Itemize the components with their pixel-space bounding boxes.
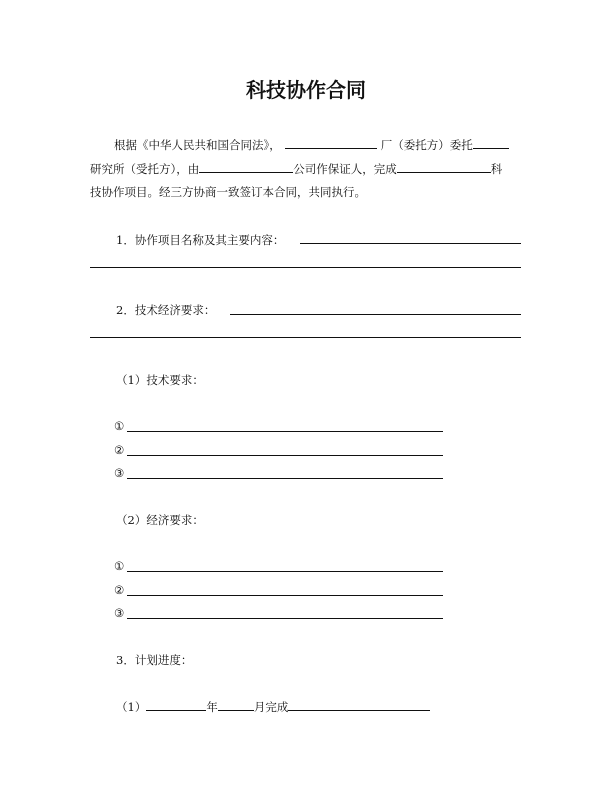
econ-req-3-blank[interactable] <box>127 618 443 619</box>
year-label: 年 <box>206 700 218 714</box>
contract-title: 科技协作合同 <box>246 78 366 102</box>
marker: ③ <box>114 606 125 620</box>
tech-req-2 <box>114 442 124 458</box>
month-blank[interactable] <box>218 698 254 711</box>
intro-line-3: 技协作项目。经三方协商一致签订本合同，共同执行。 <box>90 185 366 199</box>
tech-req-3 <box>114 465 124 481</box>
item-1-blank-line-2[interactable] <box>90 267 521 268</box>
tech-req-1 <box>114 418 124 434</box>
marker: ① <box>114 559 125 573</box>
marker: ③ <box>114 466 125 480</box>
completion-blank[interactable] <box>288 698 430 711</box>
item-1-blank[interactable] <box>300 243 521 244</box>
institute-blank[interactable] <box>473 136 509 149</box>
intro-text: 厂（委托方）委托 <box>380 138 473 152</box>
month-label: 月完成 <box>253 700 289 714</box>
intro-line-2 <box>90 160 502 177</box>
tech-req-1-blank[interactable] <box>127 431 443 432</box>
intro-text: 公司作保证人，完成 <box>293 162 397 176</box>
intro-text: 根据《中华人民共和国合同法》， <box>114 138 281 152</box>
tech-req-2-blank[interactable] <box>127 455 443 456</box>
project-blank[interactable] <box>397 160 491 173</box>
item-2-blank-line-2[interactable] <box>90 337 521 338</box>
econ-req-1 <box>114 558 124 574</box>
marker: ① <box>114 419 125 433</box>
econ-req-2-blank[interactable] <box>127 595 443 596</box>
econ-req-1-blank[interactable] <box>127 571 443 572</box>
tech-requirements-label: （1）技术要求： <box>116 373 204 387</box>
tech-req-3-blank[interactable] <box>127 478 443 479</box>
schedule-prefix: （1） <box>116 700 147 714</box>
intro-text: 研究所（受托方），由 <box>90 162 200 176</box>
year-blank[interactable] <box>146 698 206 711</box>
item-2-label: 2．技术经济要求： <box>116 303 216 317</box>
marker: ② <box>114 443 125 457</box>
intro-line-1 <box>114 136 509 153</box>
econ-req-2 <box>114 582 124 598</box>
schedule-line <box>116 698 430 715</box>
guarantor-blank[interactable] <box>199 160 293 173</box>
intro-text: 科 <box>490 162 503 176</box>
item-2-blank[interactable] <box>230 314 521 315</box>
marker: ② <box>114 583 125 597</box>
item-1-label: 1．协作项目名称及其主要内容： <box>116 233 285 247</box>
item-3-label: 3．计划进度： <box>116 653 193 667</box>
econ-requirements-label: （2）经济要求： <box>116 513 204 527</box>
factory-blank[interactable] <box>285 136 377 149</box>
econ-req-3 <box>114 605 124 621</box>
